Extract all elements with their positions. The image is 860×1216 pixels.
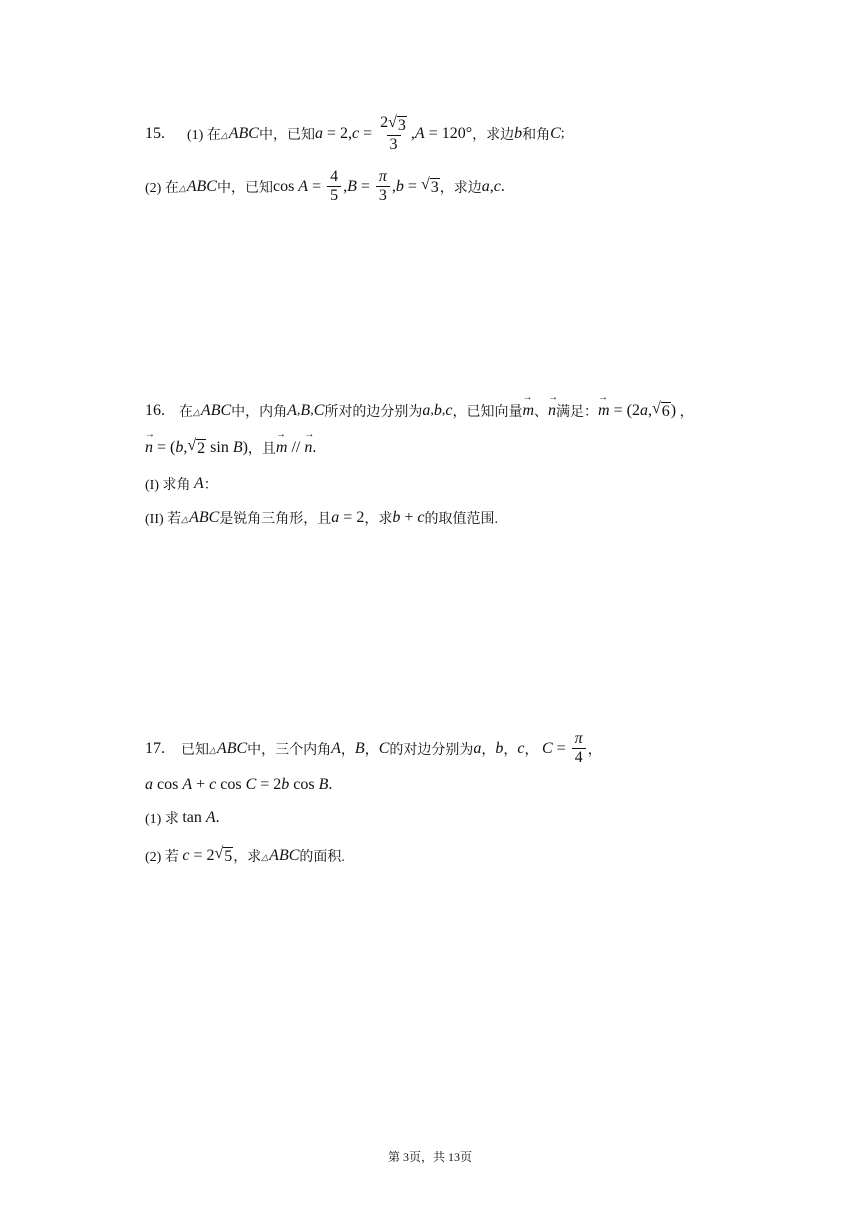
fraction-2sqrt3-over-3: 2 √ 3 3 (380, 114, 406, 153)
page-footer: 第 3页，共 13页 (387, 1150, 472, 1164)
q16-number: 16. (145, 401, 165, 419)
q15-part1: 15. (1) 在 △ABC 中，已知 a = 2, c = 2 √ 3 3 , A = 120° ，求边 b 和角 C ; (145, 114, 565, 153)
fraction-4-over-5: $\frac{4}{5}$ (327, 168, 341, 205)
q17-part2: (2) 若 c = 2 √ 5 ，求 △ABC 的面积. (145, 845, 345, 865)
fraction-pi-over-4: $\frac{\pi}{4}$ (572, 730, 586, 767)
q17-number: 17. (145, 739, 165, 757)
q17-intro: 17. 已知 △ABC 中，三个内角 A ， B ， C 的对边分别为 a ， b ， c ， C = $\frac{\pi}{4}$ ， (145, 730, 602, 766)
q17-part1: (1) 求 tan A . (145, 809, 220, 827)
q16-part1: (I) 求角 A ： (145, 475, 218, 493)
q15-number: 15. (145, 125, 165, 142)
q15-part1-label: (1) 在 (187, 128, 221, 143)
fraction-pi-over-3: $\frac{\pi}{3}$ (376, 168, 390, 205)
q16-intro: 16. 在 △ABC 中，内角 A , B , C 所对的边分别为 a , b , c ，已知向量 → m 、 → n 满足： → m = (2 a , √ 6 ) ， (145, 400, 694, 421)
q16-line2: → n = ( b , √ 2 sin B ) ，且 → m // → n . (145, 437, 316, 458)
q17-equation: a cos A + c cos C = 2 b cos B . (145, 776, 333, 793)
q16-part2: (II) 若 △ABC 是锐角三角形，且 a = 2 ，求 b + c 的取值范围. (145, 509, 498, 527)
q15-part2: (2) 在 △ABC 中，已知 cos A = $\frac{4}{5}$ , B = $\frac{\pi}{3}$ , b = √ 3 ，求边 a , c . (145, 168, 505, 204)
